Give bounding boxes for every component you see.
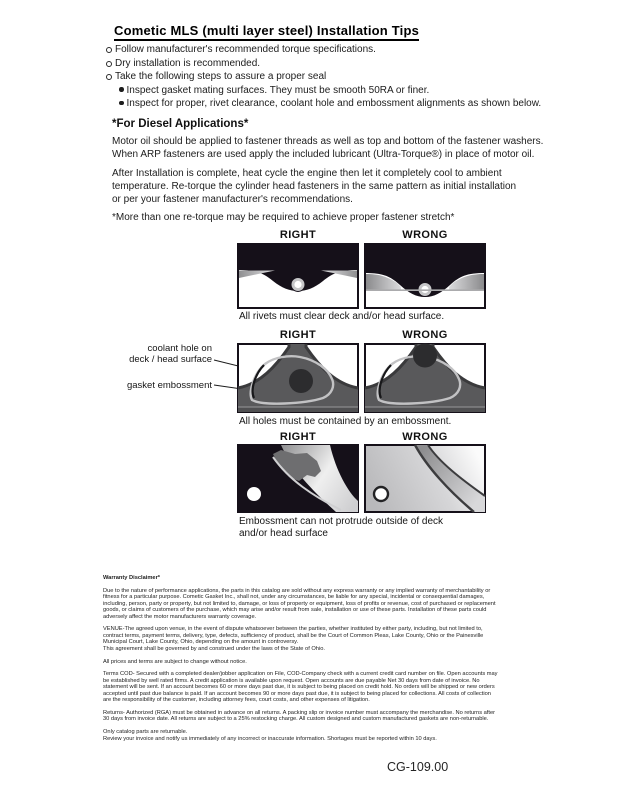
legal-line: be established by well rated firms. A credit application is available upon request. Open accounts are due payable Net 30 days from date of invoice. No bbox=[103, 677, 480, 684]
diesel-paragraphs bbox=[112, 135, 543, 224]
paragraph-line: After Installation is complete, heat cycle the engine then let it completely cool to ambient bbox=[112, 167, 502, 179]
tip-text: Inspect for proper, rivet clearance, coolant hole and embossment alignments as shown below. bbox=[126, 98, 542, 109]
holes-caption: All holes must be contained by an embossment. bbox=[239, 416, 452, 427]
legal-line: This agreement shall be governed by and construed under the laws of the State of Ohio. bbox=[103, 645, 325, 652]
deck-edge-illustration bbox=[364, 444, 486, 513]
legal-line: are the responsibility of the customer, including attorney fees, court costs, and other expenses of litigation. bbox=[103, 697, 370, 704]
legal-line: contract terms, payment terms, delivery, type, defects, sufficiency of product, shall be the Court of Common Pleas, Lake County, Ohio or the Painesville bbox=[103, 632, 484, 639]
list-item bbox=[106, 43, 541, 57]
list-item bbox=[119, 97, 541, 111]
diesel-heading: *For Diesel Applications* bbox=[112, 118, 249, 130]
gasket-cross-section-illustration bbox=[237, 243, 359, 309]
list-item bbox=[106, 70, 541, 84]
right-label: RIGHT bbox=[279, 329, 317, 341]
dot-bullet-icon bbox=[119, 101, 124, 106]
coolant-hole bbox=[289, 369, 313, 393]
coolant-hole-label: coolant hole on deck / head surface bbox=[129, 343, 212, 365]
installation-tips-list bbox=[106, 43, 541, 111]
paragraph-line: temperature. Re-torque the cylinder head fasteners in the same pattern as initial installation bbox=[112, 180, 517, 192]
tip-text: Follow manufacturer's recommended torque specifications. bbox=[115, 44, 376, 55]
gasket-embossment-label: gasket embossment bbox=[126, 380, 212, 391]
paragraph-line: *More than one re-torque may be required to achieve proper fastener stretch* bbox=[112, 212, 455, 223]
gasket-top-view-illustration bbox=[237, 343, 359, 413]
deck-edge-wrong-diagram bbox=[364, 444, 486, 513]
warranty-disclaimer bbox=[103, 575, 498, 742]
bolt-hole bbox=[247, 487, 261, 501]
bolt-hole bbox=[374, 487, 388, 501]
paragraph-line: Motor oil should be applied to fastener threads as well as top and bottom of the fastener washers. bbox=[112, 136, 544, 147]
legal-line: VENUE-The agreed upon venue, in the event of dispute whatsoever between the parties, whether instituted by either party, including, but not limited to, bbox=[103, 626, 483, 633]
circle-bullet-icon bbox=[106, 47, 112, 53]
page-title: Cometic MLS (multi layer steel) Installation Tips bbox=[114, 23, 419, 41]
embossment-right-diagram bbox=[237, 343, 359, 413]
paragraph-line: When ARP fasteners are used apply the included lubricant (Ultra-Torque®) in place of motor oil. bbox=[112, 149, 535, 160]
coolant-hole bbox=[413, 344, 437, 368]
legal-line: goods, or claims of customers of the purchase, which may arise and/or result from sale, installation or use of these parts. Installation of these parts could bbox=[103, 607, 487, 614]
rivet-wrong-diagram bbox=[364, 243, 486, 309]
legal-line: fitness for a particular purpose. Cometic Gasket Inc., shall not, under any circumstances, be liable for any special, incidental or consequential damages, bbox=[103, 594, 485, 601]
tip-text: Take the following steps to assure a proper seal bbox=[115, 71, 327, 82]
deck-edge-illustration bbox=[237, 444, 359, 513]
legal-line: Municipal Court, Lake County, Ohio, depending on the amount in controversy. bbox=[103, 639, 299, 646]
circle-bullet-icon bbox=[106, 74, 112, 80]
tip-text: Inspect gasket mating surfaces. They must be smooth 50RA or finer. bbox=[126, 84, 430, 96]
rivet-caption: All rivets must clear deck and/or head surface. bbox=[239, 311, 445, 322]
legal-line: statement will be sent. If an account becomes 60 or more days past due, it is subject to being placed on credit hold. No orders will be shipped or new orders bbox=[103, 684, 495, 691]
wrong-label: WRONG bbox=[402, 329, 448, 341]
legal-line: Only catalog parts are returnable. bbox=[103, 729, 188, 736]
right-label: RIGHT bbox=[279, 229, 317, 241]
dot-bullet-icon bbox=[119, 87, 124, 92]
gasket-cross-section-illustration bbox=[364, 243, 486, 309]
legal-line: Due to the nature of performance applications, the parts in this catalog are sold without any express warranty or any implied warranty of merchantability or bbox=[103, 587, 491, 594]
paragraph-line: or per your fastener manufacturer's recommendations. bbox=[112, 193, 353, 205]
legal-line: Terms COD- Secured with a completed dealer/jobber application on File, COD-Company check with a current credit card number on file. Open accounts may bbox=[103, 671, 498, 678]
right-label: RIGHT bbox=[279, 431, 317, 443]
deck-edge-right-diagram bbox=[237, 444, 359, 513]
circle-bullet-icon bbox=[106, 61, 112, 67]
embossment-caption: Embossment can not protrude outside of deck and/or head surface bbox=[239, 516, 444, 539]
legal-line: including, person, party or property, but not limited to, damage, or loss of property or equipment, loss of profits or revenue, cost of purchased or replacement bbox=[103, 600, 496, 607]
list-item bbox=[106, 57, 541, 71]
embossment-wrong-diagram bbox=[364, 343, 486, 413]
rivet-right-diagram bbox=[237, 243, 359, 309]
legal-line: adversely affect the motor manufacturers warranty coverage. bbox=[103, 613, 257, 620]
wrong-label: WRONG bbox=[402, 431, 448, 443]
list-item bbox=[119, 84, 541, 98]
legal-line: All prices and terms are subject to change without notice. bbox=[103, 658, 247, 665]
tip-text: Dry installation is recommended. bbox=[115, 57, 261, 69]
legal-line: Returns- Authorized (RGA) must be obtained in advance on all returns. A packing slip or invoice number must accompany the merchandise. No returns after bbox=[103, 710, 495, 716]
page-code: CG-109.00 bbox=[387, 760, 449, 774]
legal-line: accepted until past due balance is paid. If an account becomes 90 or more days past due, it is subject to being placed for collections. All costs of collection bbox=[103, 690, 491, 697]
gasket-top-view-illustration bbox=[364, 343, 486, 413]
legal-line: Review your invoice and notify us immediately of any incorrect or inaccurate information. Shortages must be reported within 10 days. bbox=[103, 735, 437, 742]
wrong-label: WRONG bbox=[402, 229, 448, 241]
legal-line: 30 days from invoice date. All returns are subject to a 25% restocking charge. All custom designed and custom manufactured gaskets are non-returnable. bbox=[103, 716, 489, 723]
warranty-heading: Warranty Disclaimer* bbox=[103, 575, 161, 581]
